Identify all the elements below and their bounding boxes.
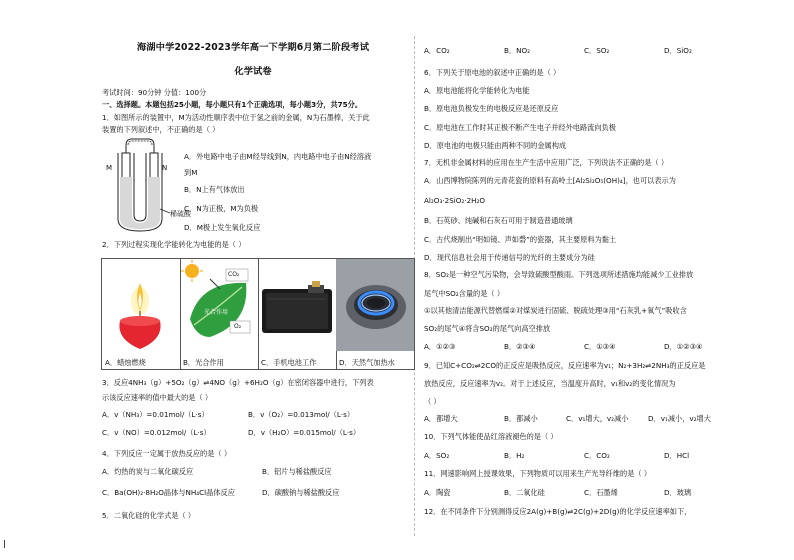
q8-option-a: A．①②③	[424, 342, 456, 351]
q9-stem-1: 9．已知C+CO₂⇌2CO的正反应是吸热反应，反应速率为v₁；N₂+3H₂⇌2NH₃的正反应是	[424, 361, 706, 370]
q6-option-d: D．原电池的电极只能由两种不同的金属构成	[424, 141, 567, 150]
phone-battery-icon	[258, 259, 336, 351]
q2-caption-a: A．蜡烛燃烧	[105, 358, 146, 367]
q8-option-b: B．②③④	[504, 342, 536, 351]
q1-option-d: D．M极上发生氧化反应	[184, 223, 261, 232]
section-heading: 一、选择题。本题包括25小题，每小题只有1个正确选项，每小题3分，共75分。	[102, 100, 363, 109]
q12-stem: 12．在不同条件下分别测得反应2A(g)+B(g)⇌2C(g)+2D(g)的化学反应速率如下，	[424, 507, 692, 516]
q2-image-gas-stove	[336, 259, 414, 369]
q11-option-b: B．二氧化硅	[504, 488, 545, 497]
q1-option-a-1: A．外电路中电子由M经导线到N，内电路中电子由N经溶液	[184, 152, 372, 161]
q3-stem-2: 示该反应速率的值中最大的是（ ）	[102, 393, 213, 402]
q9-option-d: D．v₁减小，v₂增大	[648, 414, 711, 423]
q2-image-leaf	[180, 259, 259, 369]
q3-option-d: D．v（H₂O）=0.015mol/（L·s）	[248, 428, 361, 437]
q2-image-battery	[258, 259, 337, 369]
q2-o2-label: O₂	[234, 323, 242, 330]
diagram-label-m: M	[106, 164, 113, 172]
q1-option-c: C．N为正极，M为负极	[184, 204, 259, 213]
q1-stem-2: 装置的下列叙述中，不正确的是（ ）	[102, 125, 220, 134]
q3-option-b: B．v（O₂）=0.013mol/（L·s）	[248, 410, 355, 419]
q6-option-b: B．原电池负极发生的电极反应是还原反应	[424, 104, 559, 113]
q10-option-b: B．H₂	[504, 451, 525, 460]
diagram-label-acid: 稀硫酸	[170, 210, 191, 218]
q11-option-d: D．玻璃	[664, 488, 692, 497]
q10-option-c: C．CO₂	[584, 451, 610, 460]
q6-option-a: A．原电池能将化学能转化为电能	[424, 86, 530, 95]
diagram-label-n: N	[162, 164, 168, 172]
q7-option-a-2: Al₂O₃·2SiO₂·2H₂O	[424, 196, 486, 205]
q2-co2-label: CO₂	[228, 271, 240, 278]
q9-stem-3: （ ）	[424, 397, 441, 406]
q9-option-a: A．都增大	[424, 414, 458, 423]
q9-option-c: C．v₁增大，v₂减小	[566, 414, 629, 423]
gas-stove-icon	[336, 259, 414, 351]
leaf-photosynthesis-icon	[180, 259, 258, 351]
q7-stem: 7．无机非金属材料的应用在生产生活中应用广泛，下列说法不正确的是（ ）	[424, 158, 669, 167]
q1-option-a-2: 到M	[184, 168, 198, 177]
q10-stem: 10．下列气体能使品红溶液褪色的是（ ）	[424, 432, 558, 441]
candle-icon	[102, 259, 180, 351]
q8-stem-3: ①以其他清洁能源代替燃煤②对煤炭进行固硫、脱硫处理③用“石灰乳+氧气”吸收含	[424, 306, 687, 315]
q2-leaf-text: 光合作用	[204, 309, 229, 316]
q2-caption-b: B．光合作用	[183, 358, 224, 367]
q11-stem: 11．网速影响网上授课效果，下列物质可以用来生产光导纤维的是（ ）	[424, 469, 652, 478]
q5-option-c: C．SO₂	[584, 46, 610, 55]
q8-option-c: C．①③④	[584, 342, 616, 351]
q4-option-d: D．碳酸钠与稀盐酸反应	[262, 488, 340, 497]
q10-option-d: D．HCl	[664, 451, 690, 460]
q3-option-a: A．v（NH₃）=0.01mol/（L·s）	[102, 410, 209, 419]
q3-option-c: C．v（NO）=0.012mol/（L·s）	[102, 428, 211, 437]
q2-image-candle	[102, 259, 181, 369]
q5-option-d: D．SiO₂	[664, 46, 692, 55]
exam-info: 考试时间：90分钟 分值：100分	[102, 88, 207, 97]
q10-option-a: A．SO₂	[424, 451, 450, 460]
q7-option-b: B．石英砂、纯碱和石灰石可用于制造普通玻璃	[424, 216, 573, 225]
q2-image-row	[101, 258, 415, 370]
q1-stem-1: 1．如图所示的装置中，M为活动性顺序表中位于氢之前的金属，N为石墨棒，关于此	[102, 113, 370, 122]
q4-option-c: C．Ba(OH)₂·8H₂O晶体与NH₄Cl晶体反应	[102, 488, 235, 497]
q4-option-b: B．铝片与稀盐酸反应	[262, 467, 332, 476]
margin-mark	[4, 540, 5, 548]
q2-caption-c: C．手机电池工作	[261, 358, 317, 367]
q7-option-a-1: A．山西博物院陈列的元青花瓷的原料有高岭土[Al₂Si₂O₅(OH)₄]，也可以表示为	[424, 176, 676, 185]
q4-option-a: A．灼热的炭与二氧化碳反应	[102, 467, 194, 476]
q7-option-c: C．古代烧制出“明如镜、声如磬”的瓷器，其主要原料为黏土	[424, 235, 617, 244]
q4-stem: 4．下列反应一定属于放热反应的是（ ）	[102, 449, 232, 458]
q9-stem-2: 放热反应，反应速率为v₂。对于上述反应，当温度升高时，v₁和v₂的变化情况为	[424, 379, 676, 388]
q9-option-b: B．都减小	[504, 414, 538, 423]
q5-stem: 5．二氧化硅的化学式是（ ）	[102, 511, 196, 520]
q5-option-b: B．NO₂	[504, 46, 531, 55]
q8-stem-2: 尾气中SO₂含量的是（ ）	[424, 289, 505, 298]
q8-option-d: D．①②③④	[664, 342, 703, 351]
q11-option-a: A．陶瓷	[424, 488, 451, 497]
q6-option-c: C．原电池在工作时其正极不断产生电子并经外电路流向负极	[424, 123, 616, 132]
q3-stem-1: 3．反应4NH₃（g）+5O₂（g）⇌4NO（g）+6H₂O（g）在密闭容器中进行，下列表	[102, 378, 374, 387]
exam-subtitle: 化学试卷	[234, 66, 272, 77]
q6-stem: 6．下列关于原电池的叙述中正确的是（ ）	[424, 68, 561, 77]
q7-option-d: D．现代信息社会用于传递信号的光纤的主要成分为硅	[424, 253, 595, 262]
q8-stem-1: 8．SO₂是一种空气污染物，会导致硫酸型酸雨。下列选项所述措施均能减少工业排放	[424, 270, 694, 279]
q5-option-a: A．CO₂	[424, 46, 450, 55]
q2-caption-d: D．天然气加热水	[339, 358, 395, 367]
q11-option-c: C．石墨烯	[584, 488, 618, 497]
exam-title: 海湖中学2022-2023学年高一下学期6月第二阶段考试	[136, 42, 370, 53]
q8-stem-4: SO₂的尾气④将含SO₂的尾气向高空排放	[424, 324, 551, 333]
u-tube-apparatus	[104, 137, 176, 237]
q1-option-b: B．N上有气体放出	[184, 185, 245, 194]
q2-stem: 2．下列过程实现化学能转化为电能的是（ ）	[102, 240, 246, 249]
